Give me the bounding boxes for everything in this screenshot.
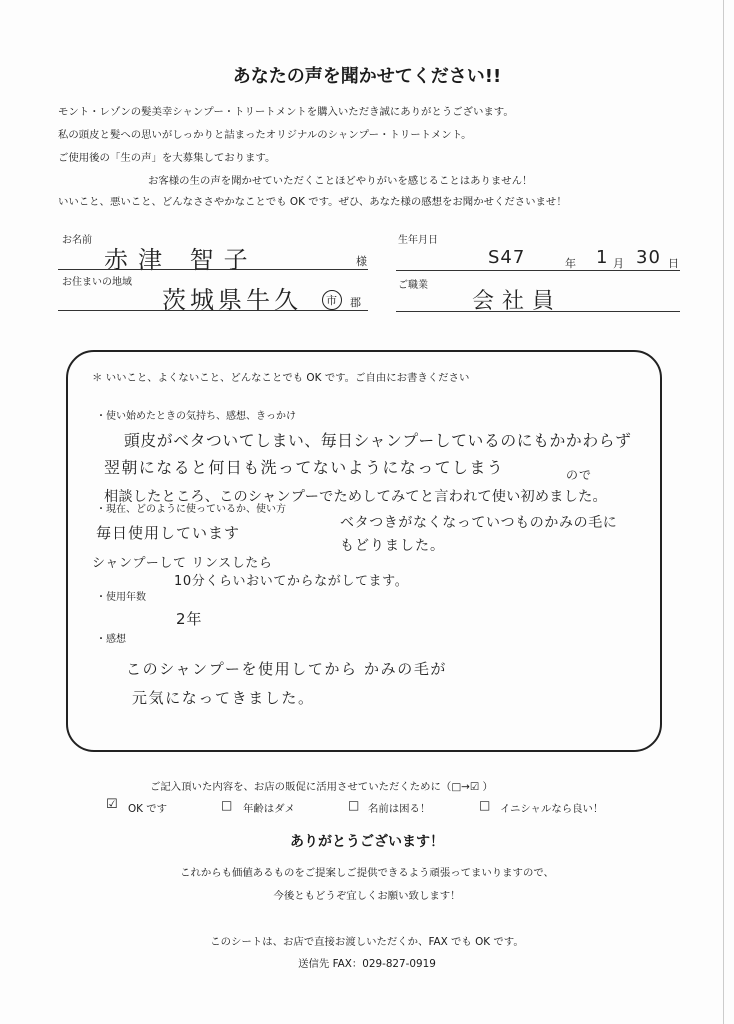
name-label: お名前 bbox=[62, 235, 92, 246]
intro-line-4: お客様の生の声を聞かせていただくことほどやりがいを感じることはありません！ bbox=[148, 175, 533, 187]
birth-month-unit: 月 bbox=[613, 257, 624, 270]
intro-line-5: いいこと、悪いこと、どんなささやかなことでも OK です。ぜひ、あなた様の感想をお聞かせくださいませ！ bbox=[58, 196, 567, 208]
option-initial-label: イニシャルなら良い！ bbox=[500, 803, 604, 815]
q2-answer-b-line-2[interactable]: もどりました。 bbox=[340, 538, 445, 554]
option-ok-label: OK です bbox=[128, 803, 168, 815]
footer-message-1: これからも価値あるものをご提案しご提供できるよう頑張ってまいりますので、 bbox=[180, 867, 554, 879]
q4-answer-line-2[interactable]: 元気になってきました。 bbox=[132, 689, 315, 707]
option-initial-checkbox[interactable]: □ bbox=[479, 798, 491, 812]
q4-label: ・感想 bbox=[96, 634, 126, 645]
q2-answer-c-line-1[interactable]: シャンプーして リンスしたら bbox=[92, 556, 273, 571]
footer-note: このシートは、お店で直接お渡しいただくか、FAX でも OK です。 bbox=[210, 936, 524, 948]
q3-label: ・使用年数 bbox=[96, 592, 146, 603]
birth-day-unit: 日 bbox=[668, 257, 679, 270]
q3-answer[interactable]: 2年 bbox=[176, 610, 203, 628]
area-value[interactable]: 茨城県牛久 bbox=[162, 286, 302, 314]
fax-number: 送信先 FAX：029-827-0919 bbox=[298, 958, 436, 970]
name-suffix: 様 bbox=[356, 255, 367, 268]
area-gun: 郡 bbox=[350, 296, 361, 309]
comment-heading: ＊ いいこと、よくないこと、どんなことでも OK です。ご自由にお書きください bbox=[92, 372, 470, 384]
option-age-label: 年齢はダメ bbox=[243, 803, 295, 815]
job-label: ご職業 bbox=[398, 280, 428, 291]
birth-label: 生年月日 bbox=[398, 235, 438, 246]
q2-answer-b-line-1[interactable]: ベタつきがなくなっていつものかみの毛に bbox=[340, 515, 618, 531]
job-underline bbox=[396, 311, 680, 312]
q4-answer-line-1[interactable]: このシャンプーを使用してから かみの毛が bbox=[126, 660, 448, 678]
option-age-checkbox[interactable]: □ bbox=[221, 798, 233, 812]
q1-label: ・使い始めたときの気持ち、感想、きっかけ bbox=[96, 411, 296, 422]
area-underline bbox=[58, 310, 368, 311]
birth-month[interactable]: 1 bbox=[596, 247, 609, 268]
birth-era[interactable]: S47 bbox=[488, 247, 526, 268]
q2-answer-c-line-2[interactable]: 10分くらいおいてからながしてます。 bbox=[174, 574, 409, 589]
q2-label: ・現在、どのように使っているか、使い方 bbox=[96, 504, 286, 515]
birth-underline bbox=[396, 270, 680, 271]
thanks-heading: ありがとうございます！ bbox=[290, 834, 444, 850]
birth-day[interactable]: 30 bbox=[636, 247, 661, 268]
option-ok-checkbox[interactable]: ☑ bbox=[106, 797, 118, 812]
job-value[interactable]: 会社員 bbox=[472, 289, 563, 314]
intro-line-3: ご使用後の「生の声」を大募集しております。 bbox=[58, 152, 276, 164]
permission-question: ご記入頂いた内容を、お店の販促に活用させていただくために（□→☑ ） bbox=[150, 781, 493, 793]
q2-answer-a[interactable]: 毎日使用しています bbox=[96, 524, 241, 542]
q1-answer-line-1[interactable]: 頭皮がベタついてしまい、毎日シャンプーしているのにもかかわらず bbox=[124, 431, 632, 450]
q1-answer-line-3[interactable]: 相談したところ、このシャンプーでためしてみてと言われて使い初めました。 bbox=[104, 489, 607, 505]
option-name-checkbox[interactable]: □ bbox=[348, 798, 360, 812]
name-value[interactable]: 赤津 智子 bbox=[104, 246, 258, 274]
option-name-label: 名前は困る！ bbox=[368, 803, 431, 815]
area-city: 市 bbox=[326, 294, 337, 307]
q1-answer-note[interactable]: ので bbox=[566, 468, 593, 482]
page-title: あなたの声を聞かせてください!! bbox=[232, 66, 502, 87]
footer-message-2: 今後ともどうぞ宜しくお願い致します！ bbox=[273, 890, 461, 902]
name-underline bbox=[58, 269, 368, 270]
area-label: お住まいの地域 bbox=[62, 277, 132, 288]
intro-line-1: モント・レゾンの髪美幸シャンプー・トリートメントを購入いただき誠にありがとうございます。 bbox=[58, 106, 514, 118]
intro-line-2: 私の頭皮と髪への思いがしっかりと詰まったオリジナルのシャンプー・トリートメント。 bbox=[58, 129, 472, 141]
birth-year-unit: 年 bbox=[565, 257, 576, 270]
q1-answer-line-2[interactable]: 翌朝になると何日も洗ってないようになってしまう bbox=[104, 458, 505, 477]
